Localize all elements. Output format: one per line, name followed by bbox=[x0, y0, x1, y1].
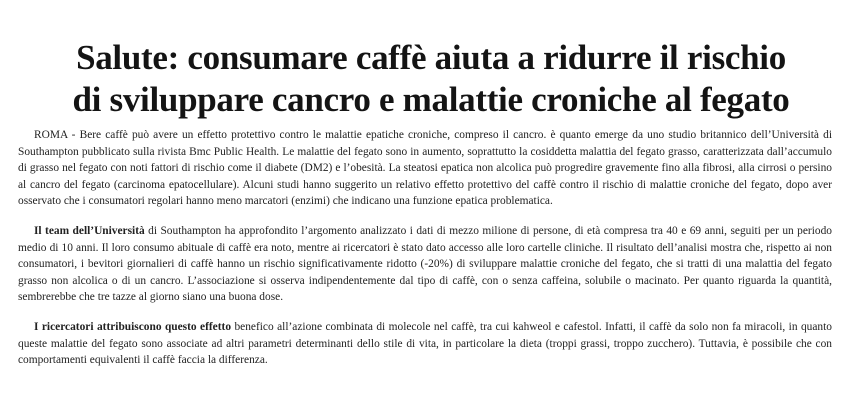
headline-line-1: Salute: consumare caffè aiuta a ridurre il rischio bbox=[76, 38, 786, 77]
paragraph-lead: I ricercatori attribuiscono questo effetto bbox=[34, 320, 232, 333]
headline-line-2: di sviluppare cancro e malattie croniche al fegato bbox=[72, 80, 790, 119]
paragraph-lead: Il team dell’Università bbox=[34, 224, 145, 237]
paragraph-study bbox=[18, 223, 832, 306]
paragraph-text: benefico all’azione combinata di molecole nel caffè, tra cui kahweol e cafestol. Infatti, il caffè da solo non fa miracoli, in quanto queste malattie del fegato sono associate ad altri parametri determinanti dello stile di vita, in particolare la dieta (troppi grassi, troppo zucchero). Tuttavia, è possibile che con comportamenti equivalenti il caffè faccia la differenza. bbox=[18, 320, 832, 367]
paragraph-conclusion bbox=[18, 319, 832, 369]
paragraph-text: ROMA - Bere caffè può avere un effetto protettivo contro le malattie epatiche croniche, compreso il cancro. è quanto emerge da uno studio britannico dell’Università di Southampton pubblicato sulla rivista Bmc Public Health. Le malattie del fegato sono in aumento, soprattutto la cosiddetta malattia del fegato grasso, caratterizzata dall’accumulo di grasso nel fegato con noti fattori di rischio come il diabete (DM2) e l’obesità. La steatosi epatica non alcolica può progredire gravemente fino alla fibrosi, alla cirrosi o persino al cancro del fegato (carcinoma epatocellulare). Alcuni studi hanno suggerito un relativo effetto protettivo del caffè contro il rischio di malattie croniche del fegato, dopo aver osservato che i consumatori regolari hanno meno marcatori (enzimi) che indicano una funzione epatica problematica. bbox=[18, 129, 832, 208]
paragraph-intro bbox=[18, 127, 832, 210]
paragraph-text: di Southampton ha approfondito l’argomento analizzato i dati di mezzo milione di persone, di età compresa tra 40 e 69 anni, seguiti per un periodo medio di 10 anni. Il loro consumo abituale di caffè era noto, mentre ai ricercatori è stato dato accesso alle loro cartelle cliniche. Il risultato dell’analisi mostra che, rispetto ai non consumatori, i bevitori giornalieri di caffè hanno un rischio significativamente ridotto (-20%) di sviluppare malattie croniche del fegato, che si tratti di una malattia del fegato grasso non alcolica o di un cancro. L’associazione si osserva indipendentemente dal tipo di caffè, con o senza caffeina, solubile o macinato. Per quanto riguarda la quantità, sembrerebbe che tre tazze al giorno siano una buona dose. bbox=[18, 224, 832, 304]
article-body bbox=[18, 127, 832, 369]
